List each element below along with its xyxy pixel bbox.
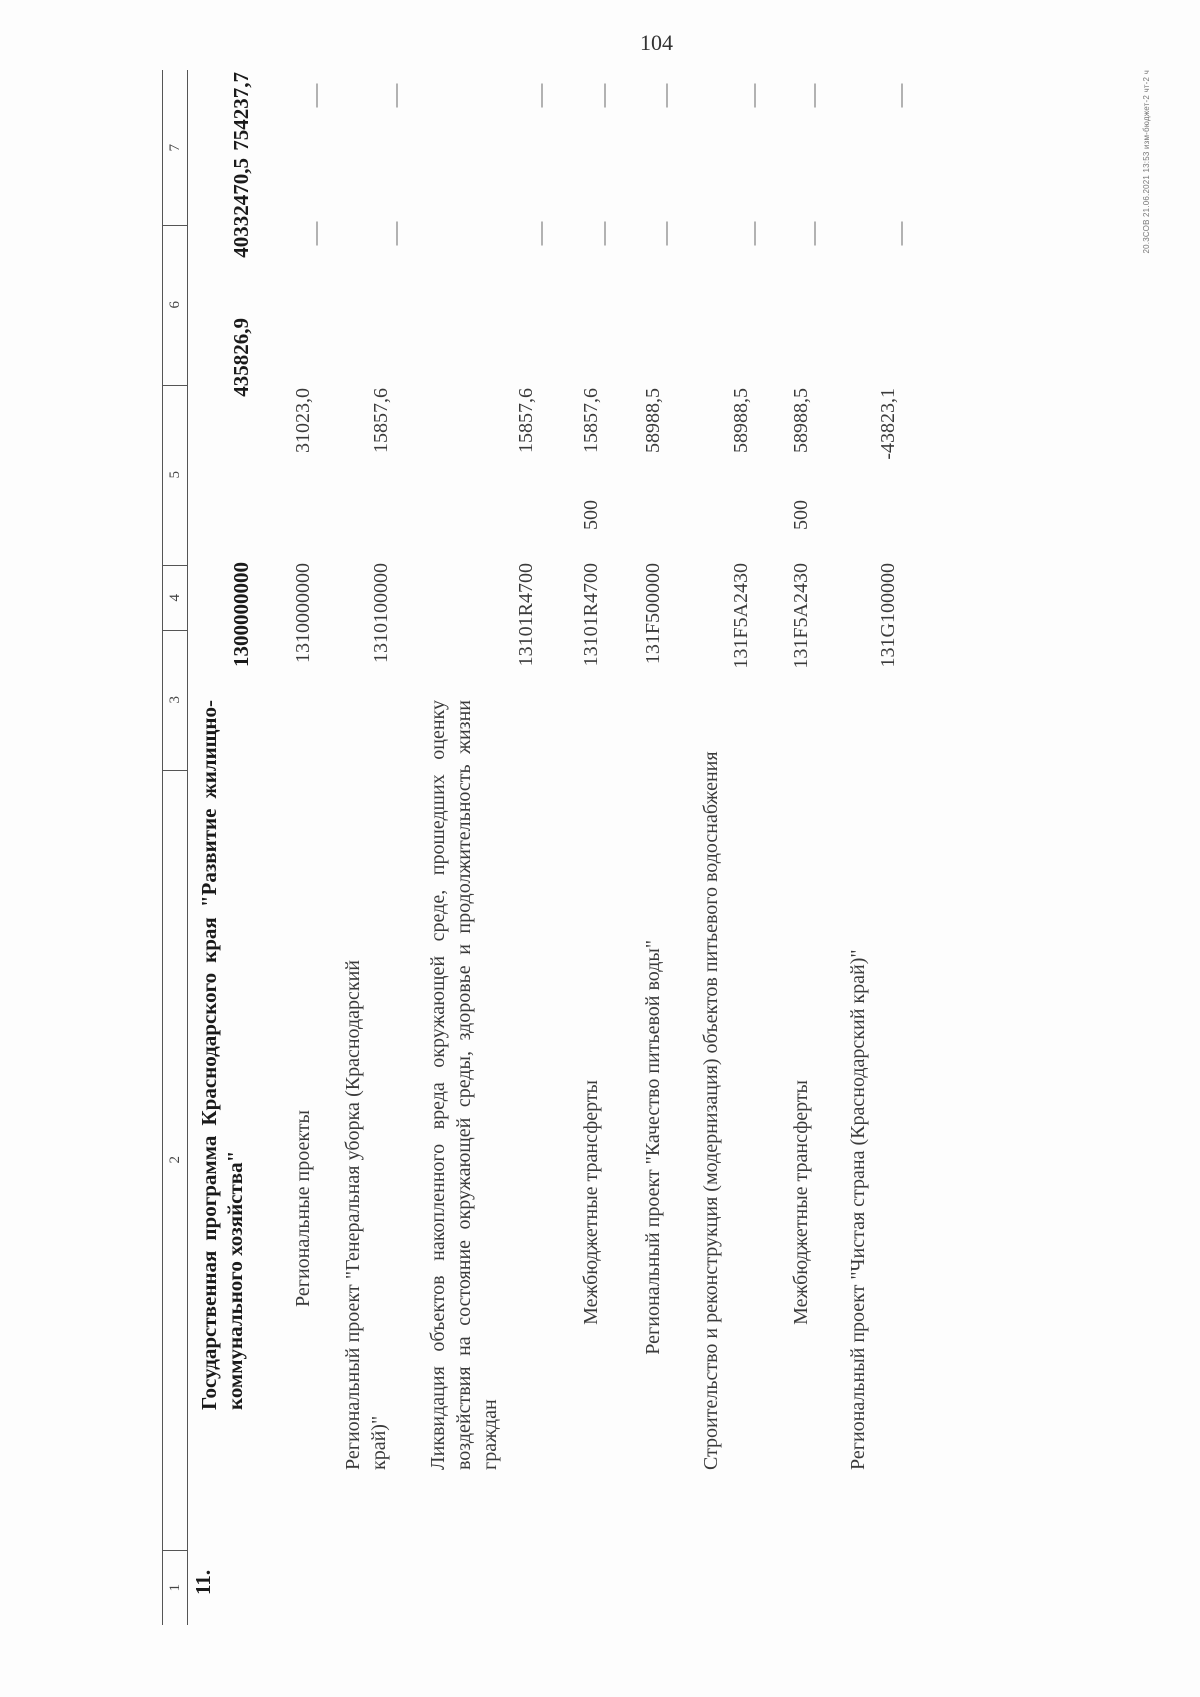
dash-col7 (755, 84, 756, 108)
row-code: 1310000000 (292, 563, 314, 663)
header-col-1: 1 (166, 1583, 183, 1592)
row-code: 131G100000 (877, 563, 899, 668)
row-code: 13101R4700 (515, 563, 537, 667)
dash-col6 (667, 222, 668, 246)
dash-col6 (317, 222, 318, 246)
row-col5: -43823,1 (877, 388, 899, 460)
row-name: Региональный проект "Чистая страна (Краснодарский край)" (847, 949, 869, 1470)
row-col5: 15857,6 (515, 388, 537, 453)
header-col-7: 7 (166, 143, 183, 152)
dash-col7 (542, 84, 543, 108)
row-number: 11. (191, 1569, 215, 1595)
dash-col7 (397, 84, 398, 108)
dash-col6 (605, 222, 606, 246)
dash-col7 (667, 84, 668, 108)
row-name: Межбюджетные трансферты (790, 1080, 812, 1325)
header-col-2: 2 (166, 1156, 183, 1164)
dash-col7 (902, 84, 903, 108)
row-name: Межбюджетные трансферты (580, 1080, 602, 1325)
header-col-5: 5 (166, 471, 183, 479)
dash-col6 (755, 222, 756, 246)
table-header (162, 70, 188, 1625)
dash-col6 (815, 222, 816, 246)
header-col-3: 3 (166, 696, 183, 704)
print-stamp: 20.3СОВ 21.06.2021 13:53 изм-бюджет-2 чт-2 ч (1142, 70, 1151, 254)
dash-col7 (605, 84, 606, 108)
dash-col6 (542, 222, 543, 246)
row-name: Ликвидация объектов накопленного вреда окружающей среде, прошедших оценку воздействия на состояние окружающей среды, здоровье и продолжительность жизни граждан (427, 700, 501, 1470)
row-code: 131F5A2430 (730, 563, 752, 669)
row-col5: 15857,6 (580, 388, 602, 453)
page-number: 104 (640, 30, 673, 55)
row-code: 131F500000 (642, 563, 664, 665)
row-code: 131F5A2430 (790, 563, 812, 669)
dash-col7 (317, 84, 318, 108)
dash-col6 (397, 222, 398, 246)
row-code: 1310100000 (370, 563, 392, 663)
header-col-6: 6 (166, 301, 183, 309)
row-name: Строительство и реконструкция (модернизация) объектов питьевого водоснабжения (700, 751, 722, 1470)
row-code: 13101R4700 (580, 563, 602, 667)
row-col5: 15857,6 (370, 388, 392, 453)
row-name: Региональные проекты (292, 1110, 314, 1307)
dash-col6 (902, 222, 903, 246)
row-name: Региональный проект "Генеральная уборка (Краснодарский край)" (342, 960, 390, 1470)
row-col7: 754237,7 (229, 72, 253, 151)
dash-col7 (815, 84, 816, 108)
row-col5: 58988,5 (730, 388, 752, 453)
row-code: 1300000000 (229, 562, 253, 667)
row-col5: 58988,5 (790, 388, 812, 453)
row-kind: 500 (790, 500, 812, 530)
row-name: Региональный проект "Качество питьевой воды" (642, 940, 664, 1355)
header-col-4: 4 (166, 593, 183, 602)
row-col6: 40332470,5 (229, 158, 253, 258)
row-col5: 58988,5 (642, 388, 664, 453)
row-col5: 31023,0 (292, 388, 314, 453)
row-col5: 435826,9 (229, 318, 253, 397)
row-kind: 500 (580, 500, 602, 530)
row-name: Государственная программа Краснодарского края "Развитие жилищно-коммунального хозяйства" (197, 700, 247, 1410)
